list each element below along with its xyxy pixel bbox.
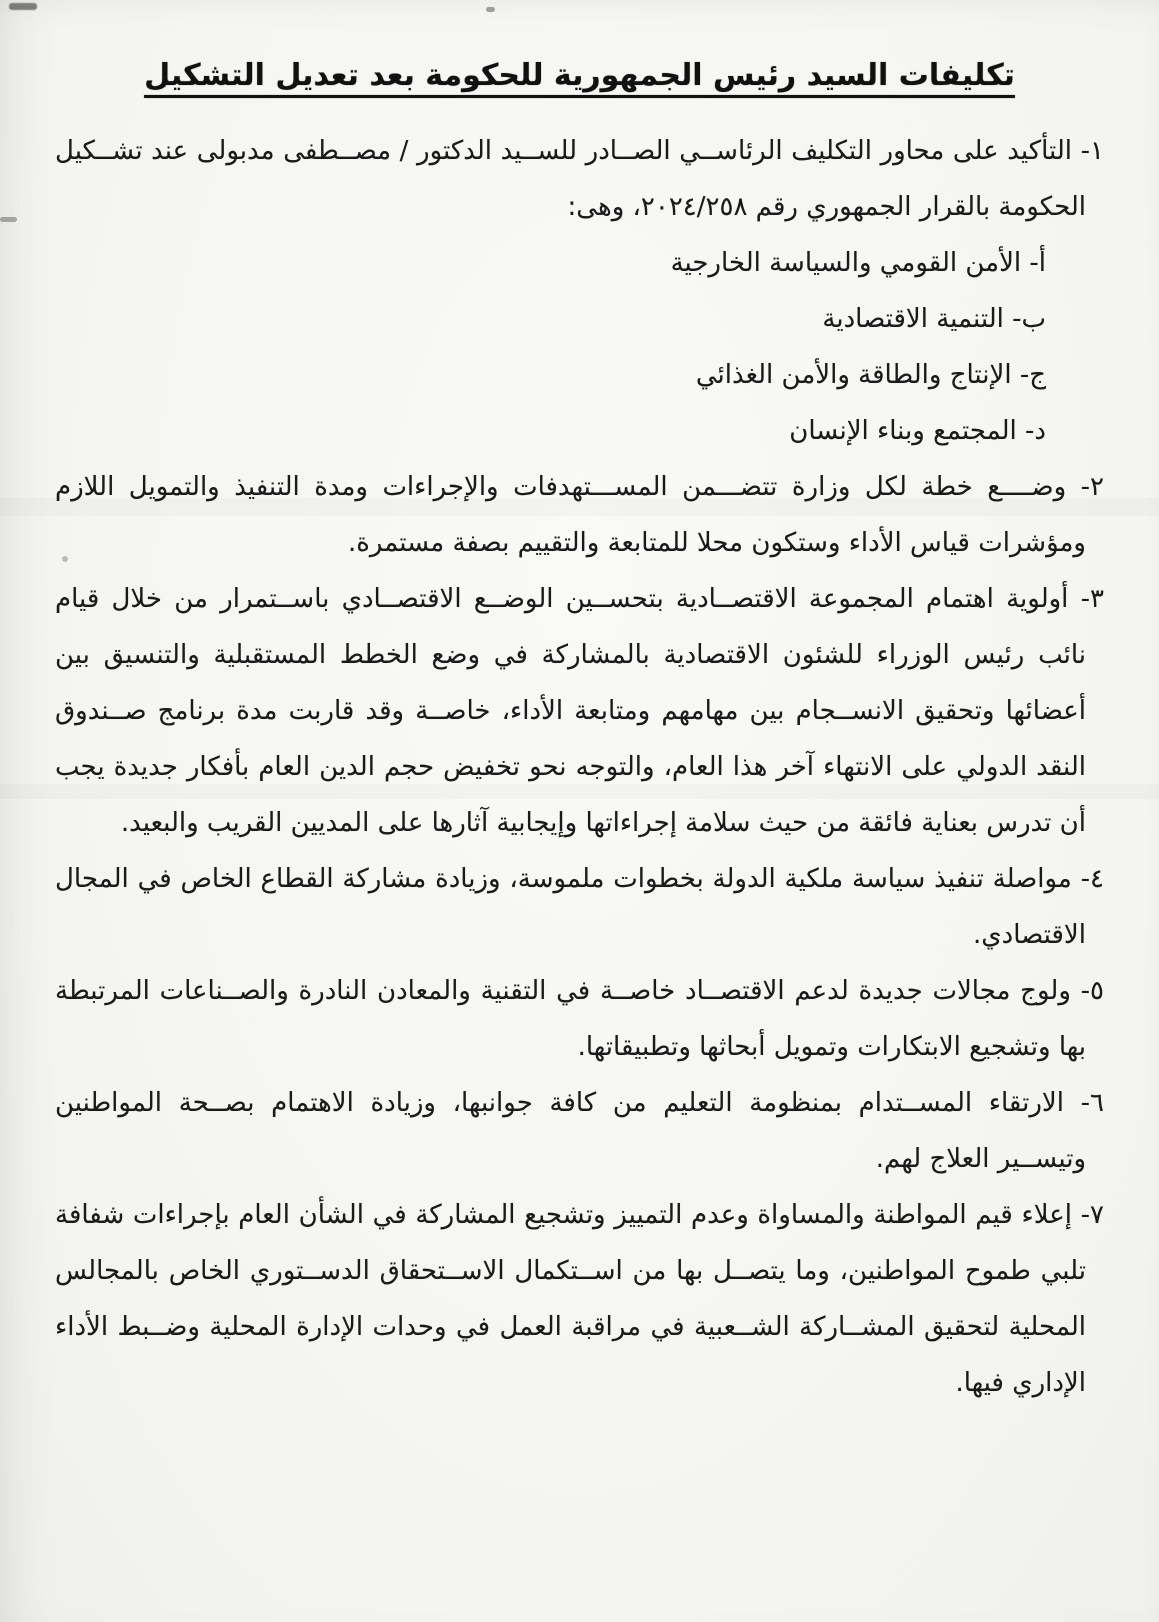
item-2-text: وضــــع خطة لكل وزارة تتضـــمن المســـتهدفات والإجراءات ومدة التنفيذ والتمويل اللازم ومؤشرات قياس الأداء وستكون محلا للمتابعة والتقييم بصفة مستمرة.	[55, 472, 1086, 558]
document-content	[55, 48, 1104, 1411]
subitem-c-letter: ج-	[1019, 360, 1046, 390]
item-6-number: ٦-	[1080, 1088, 1104, 1118]
subitem-b-letter: ب-	[1012, 304, 1046, 334]
list-item-3	[55, 571, 1104, 851]
item-5-number: ٥-	[1080, 976, 1105, 1006]
item-2-number: ٢-	[1080, 472, 1105, 502]
list-item-5	[55, 963, 1104, 1075]
item-6-text: الارتقاء المســتدام بمنظومة التعليم من كافة جوانبها، وزيادة الاهتمام بصــحة المواطنين وتيســير العلاج لهم.	[55, 1088, 1086, 1174]
item-7-text: إعلاء قيم المواطنة والمساواة وعدم التمييز وتشجيع المشاركة في الشأن العام بإجراءات شفافة تلبي طموح المواطنين، وما يتصــل بها من اســتكمال الاســتحقاق الدســتوري الخاص بالمجالس المحلية لتحقيق المشــاركة الشــعبية في مراقبة العمل في وحدات الإدارة المحلية وضــبط الأداء الإداري فيها.	[55, 1200, 1086, 1398]
scan-speck	[486, 7, 495, 12]
page-title-text: تكليفات السيد رئيس الجمهورية للحكومة بعد تعديل التشكيل	[144, 58, 1015, 93]
item-1-text: التأكيد على محاور التكليف الرئاســي الصــادر للســيد الدكتور / مصــطفى مدبولى عند تشــكيل الحكومة بالقرار الجمهوري رقم ٢٠٢٤/٢٥٨، وهى:	[55, 136, 1086, 222]
page-title	[55, 48, 1104, 93]
subitem-a-letter: أ-	[1029, 248, 1046, 278]
scan-speck	[9, 3, 37, 10]
list-item-1	[55, 123, 1104, 235]
scan-speck	[0, 217, 17, 222]
item-3-number: ٣-	[1080, 584, 1104, 614]
item-4-text: مواصلة تنفيذ سياسة ملكية الدولة بخطوات ملموسة، وزيادة مشاركة القطاع الخاص في المجال الاقتصادي.	[55, 864, 1086, 950]
subitem-a	[55, 235, 1046, 291]
list-item-2	[55, 459, 1104, 571]
subitem-c	[55, 347, 1046, 403]
item-3-text: أولوية اهتمام المجموعة الاقتصــادية بتحســين الوضــع الاقتصــادي باســتمرار من خلال قيام نائب رئيس الوزراء للشئون الاقتصادية بالمشاركة في وضع الخطط المستقبلية والتنسيق بين أعضائها وتحقيق الانســجام بين مهامهم ومتابعة الأداء، خاصــة وقد قاربت مدة برنامج صــندوق النقد الدولي على الانتهاء آخر هذا العام، والتوجه نحو تخفيض حجم الدين العام بأفكار جديدة يجب أن تدرس بعناية فائقة من حيث سلامة إجراءاتها وإيجابية آثارها على المديين القريب والبعيد.	[55, 584, 1086, 838]
item-1-number: ١-	[1080, 136, 1105, 166]
list-item-6	[55, 1075, 1104, 1187]
subitem-b-text: التنمية الاقتصادية	[822, 304, 1004, 334]
list-item-4	[55, 851, 1104, 963]
item-5-text: ولوج مجالات جديدة لدعم الاقتصــاد خاصــة في التقنية والمعادن النادرة والصــناعات المرتبطة بها وتشجيع الابتكارات وتمويل أبحاثها وتطبيقاتها.	[55, 976, 1086, 1062]
item-4-number: ٤-	[1080, 864, 1104, 894]
subitem-d	[55, 403, 1046, 459]
subitem-c-text: الإنتاج والطاقة والأمن الغذائي	[695, 360, 1012, 390]
subitem-d-text: المجتمع وبناء الإنسان	[789, 416, 1017, 446]
subitem-a-text: الأمن القومي والسياسة الخارجية	[670, 248, 1022, 278]
subitem-b	[55, 291, 1046, 347]
subitem-d-letter: د-	[1025, 416, 1046, 446]
list-item-7	[55, 1187, 1104, 1411]
item-7-number: ٧-	[1080, 1200, 1105, 1230]
